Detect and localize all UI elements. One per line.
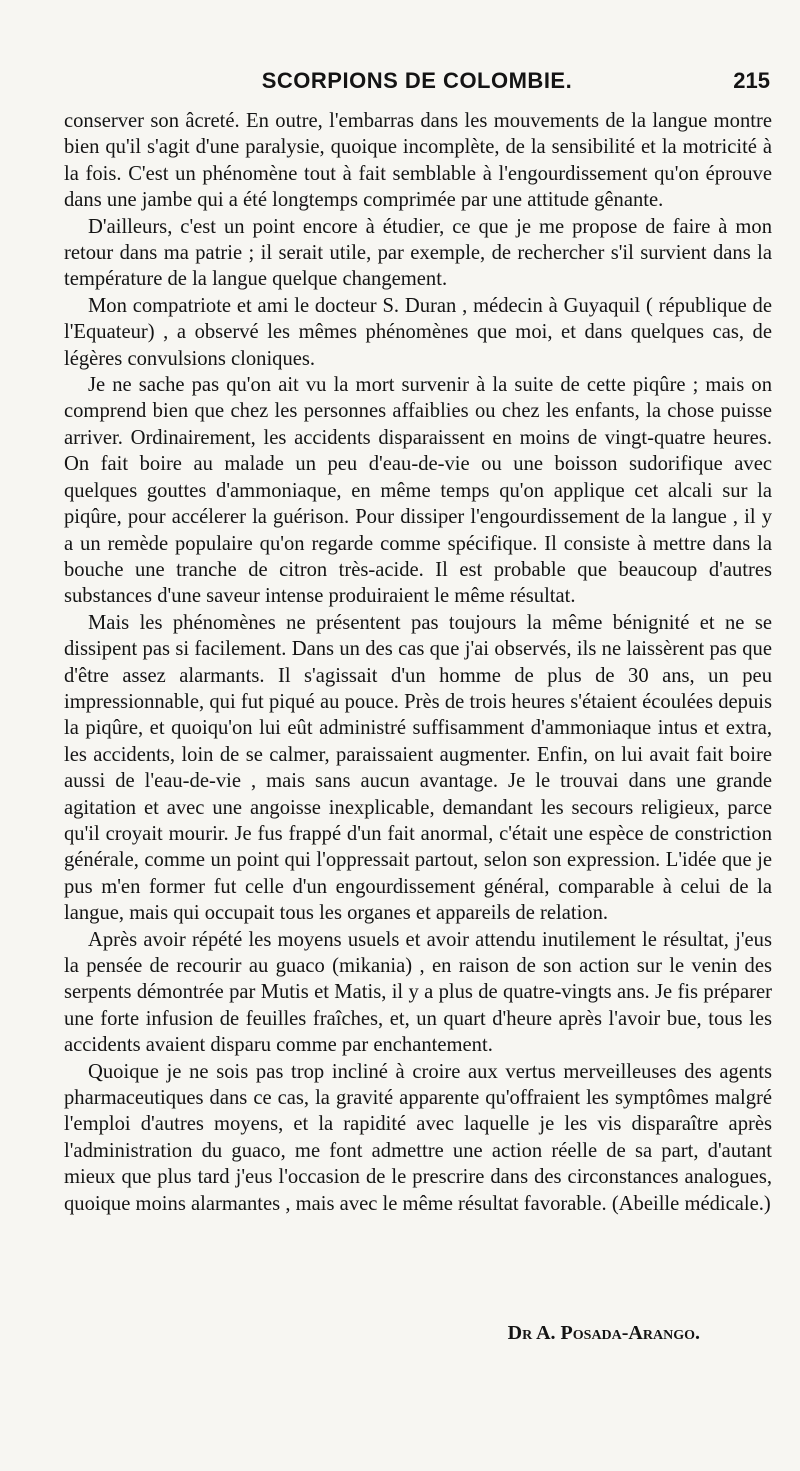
paragraph: D'ailleurs, c'est un point encore à étudier, ce que je me propose de faire à mon retour dans ma patrie ; il serait utile, par exemple, de rechercher s'il survient dans la température de la langue quelque changement. [64, 215, 772, 291]
body-text [64, 108, 772, 1217]
paragraph: conserver son âcreté. En outre, l'embarras dans les mouvements de la langue montre bien qu'il s'agit d'une paralysie, quoique incomplète, de la sensibilité et la motricité à la fois. C'est un phénomène tout à fait semblable à l'engourdissement qu'on éprouve dans une jambe qui a été longtemps comprimée par une attitude gênante. [64, 110, 772, 212]
paragraph: Après avoir répété les moyens usuels et avoir attendu inutilement le résultat, j'eus la pensée de recourir au guaco (mikania) , en raison de son action sur le venin des serpents démontrée par Mutis et Matis, il y a plus de quatre-vingts ans. Je fis préparer une forte infusion de feuilles fraîches, et, un quart d'heure après l'avoir bue, tous les accidents avaient disparu comme par enchantement. [64, 928, 772, 1057]
page-header [64, 68, 770, 98]
paragraph: Mais les phénomènes ne présentent pas toujours la même bénignité et ne se dissipent pas si facilement. Dans un des cas que j'ai observés, ils ne laissèrent pas que d'être assez alarmants. Il s'agissait d'un homme de plus de 30 ans, un peu impressionnable, qui fut piqué au pouce. Près de trois heures s'étaient écoulées depuis la piqûre, et quoiqu'on lui eût administré suffisamment d'ammoniaque intus et extra, les accidents, loin de se calmer, paraissaient augmenter. Enfin, on lui avait fait boire aussi de l'eau-de-vie , mais sans aucun avantage. Je le trouvai dans une grande agitation et avec une angoisse inexplicable, demandant les secours religieux, parce qu'il croyait mourir. Je fus frappé d'un fait anormal, c'était une espèce de constriction générale, comme un point qui l'oppressait partout, selon son expression. L'idée que je pus m'en former fut celle d'un engourdissement général, comparable à celui de la langue, mais qui occupait tous les organes et appareils de relation. [64, 611, 772, 925]
paragraph: Quoique je ne sois pas trop incliné à croire aux vertus merveilleuses des agents pharmaceutiques dans ce cas, la gravité apparente qu'offraient les symptômes malgré l'emploi d'autres moyens, et la rapidité avec laquelle je les vis disparaître après l'administration du guaco, me font admettre une action réelle de sa part, d'autant mieux que plus tard j'eus l'occasion de le prescrire dans des circonstances analogues, quoique moins alarmantes , mais avec le même résultat favorable. (Abeille médicale.) [64, 1060, 772, 1215]
author-signature: Dr A. Posada-Arango. [507, 1322, 700, 1344]
page-number: 215 [733, 68, 770, 93]
paragraph: Mon compatriote et ami le docteur S. Duran , médecin à Guyaquil ( république de l'Equateur) , a observé les mêmes phénomènes que moi, et dans quelques cas, de légères convulsions cloniques. [64, 294, 772, 370]
paragraph: Je ne sache pas qu'on ait vu la mort survenir à la suite de cette piqûre ; mais on comprend bien que chez les personnes affaiblies ou chez les enfants, la chose puisse arriver. Ordinairement, les accidents disparaissent en moins de vingt-quatre heures. On fait boire au malade un peu d'eau-de-vie ou une boisson sudorifique avec quelques gouttes d'ammoniaque, en même temps qu'on applique cet alcali sur la piqûre, pour accélerer la guérison. Pour dissiper l'engourdissement de la langue , il y a un remède populaire qu'on regarde comme spécifique. Il consiste à mettre dans la bouche une tranche de citron très-acide. Il est probable que beaucoup d'autres substances d'une saveur intense produiraient le même résultat. [64, 374, 772, 608]
running-title: SCORPIONS DE COLOMBIE. [261, 68, 573, 93]
